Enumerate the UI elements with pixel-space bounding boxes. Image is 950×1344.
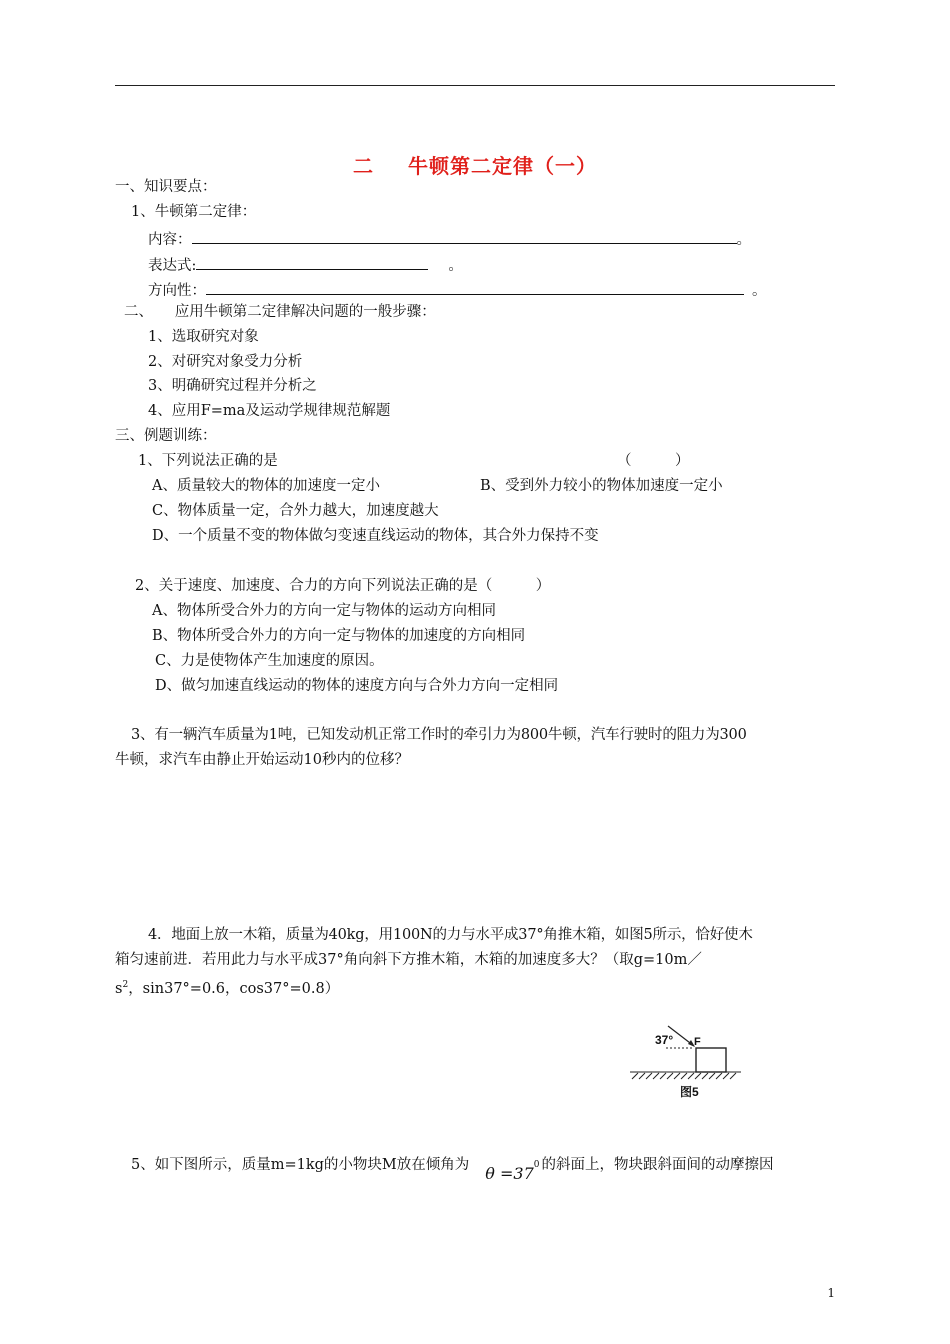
step-4: 4、应用F=ma及运动学规律规范解题 (148, 403, 391, 419)
expr-end: 。 (448, 258, 463, 274)
section3-heading: 三、例题训练： (115, 428, 217, 444)
page-title (0, 150, 950, 179)
step-2: 2、对研究对象受力分析 (148, 354, 303, 370)
figure-5-drawing (628, 1024, 743, 1104)
wooden-box (696, 1048, 726, 1072)
q4-line3 (115, 976, 339, 998)
q3-line2: 牛顿，求汽车由静止开始运动10秒内的位移？ (115, 752, 409, 768)
page-number: 1 (827, 1286, 835, 1300)
section2-heading: 二、 应用牛顿第二定律解决问题的一般步骤： (124, 304, 436, 320)
expr-row (148, 255, 463, 275)
ground-hatching (632, 1073, 736, 1079)
q1-option-b: B、受到外力较小的物体加速度一定小 (480, 478, 723, 494)
title-chapter: 二 (353, 154, 374, 178)
q4-unit-sup: 2 (122, 980, 129, 990)
q5-post: 的斜面上，物块跟斜面间的动摩擦因 (541, 1156, 774, 1173)
q1-stem: 1、下列说法正确的是 (138, 453, 278, 469)
figure-5 (628, 1024, 743, 1104)
q4-line2: 箱匀速前进．若用此力与水平成37°角向斜下方推木箱，木箱的加速度多大？（取g=10m／ (115, 952, 702, 968)
section1-item1: 1、牛顿第二定律： (131, 204, 257, 220)
step-1: 1、选取研究对象 (148, 329, 259, 345)
dir-blank (206, 280, 744, 295)
content-label: 内容： (148, 232, 192, 248)
q5-formula: θ =37 (485, 1163, 534, 1183)
content-end: 。 (736, 232, 751, 248)
expr-label: 表达式: (148, 258, 197, 274)
q5-pre: 5、如下图所示，质量m=1kg的小物块M放在倾角为 (131, 1156, 470, 1173)
title-topic: 牛顿第二定律（一） (408, 154, 597, 178)
dir-label: 方向性： (148, 283, 206, 299)
q1-answer-paren: （ ） (617, 453, 690, 469)
dir-end: 。 (752, 283, 767, 299)
q2-stem: 2、关于速度、加速度、合力的方向下列说法正确的是（ ） (135, 578, 551, 594)
content-row (148, 229, 751, 249)
q5-line1 (131, 1152, 774, 1183)
q4-line1: 4．地面上放一木箱，质量为40kg，用100N的力与水平成37°角推木箱，如图5所示，恰好使木 (148, 927, 753, 943)
step-3: 3、明确研究过程并分析之 (148, 378, 317, 394)
q4-unit-s: s (115, 980, 123, 997)
q4-given-values: ，sin37°=0.6，cos37°=0.8） (128, 980, 340, 997)
q1-option-a: A、质量较大的物体的加速度一定小 (152, 478, 380, 494)
q2-option-c: C、力是使物体产生加速度的原因。 (155, 653, 384, 669)
dir-row (148, 280, 767, 300)
q2-option-a: A、物体所受合外力的方向一定与物体的运动方向相同 (152, 603, 496, 619)
q1-option-c: C、物体质量一定，合外力越大，加速度越大 (152, 503, 439, 519)
q5-formula-sup: 0 (533, 1160, 540, 1170)
section1-heading: 一、知识要点： (115, 179, 217, 195)
expr-blank (196, 255, 428, 270)
angle-label: 37° (655, 1033, 674, 1047)
figure-caption: 图5 (680, 1085, 699, 1099)
q3-line1: 3、有一辆汽车质量为1吨，已知发动机正常工作时的牵引力为800牛顿，汽车行驶时的阻力为300 (131, 727, 747, 743)
q2-option-d: D、做匀加速直线运动的物体的速度方向与合外力方向一定相同 (155, 678, 559, 694)
force-label: F (694, 1036, 701, 1048)
content-blank (192, 229, 737, 244)
q2-option-b: B、物体所受合外力的方向一定与物体的加速度的方向相同 (152, 628, 526, 644)
header-rule (115, 85, 835, 86)
q1-option-d: D、一个质量不变的物体做匀变速直线运动的物体，其合外力保持不变 (152, 528, 599, 544)
